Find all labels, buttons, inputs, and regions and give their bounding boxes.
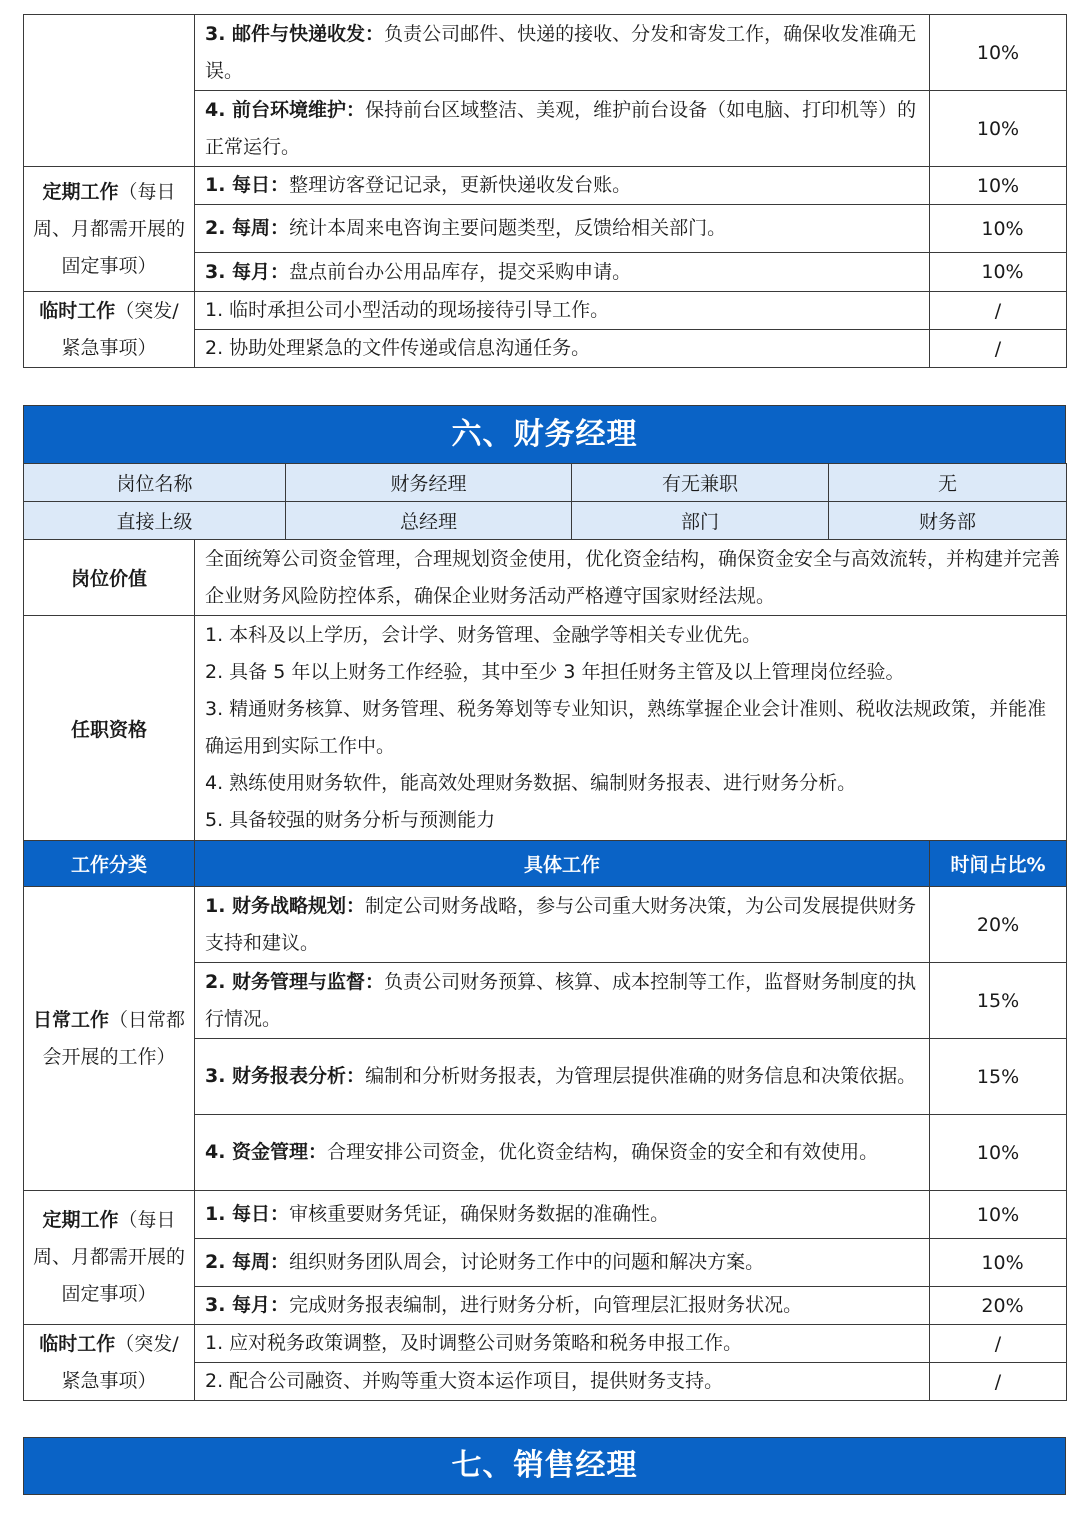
table-row — [24, 887, 1067, 963]
duty-percent: 10% — [930, 167, 1067, 205]
periodic-category-cell: 定期工作（每日周、月都需开展的固定事项） — [24, 1191, 195, 1325]
qualification-label: 任职资格 — [24, 616, 195, 841]
duty-content: 4. 前台环境维护：保持前台区域整洁、美观，维护前台设备（如电脑、打印机等）的正常运行。 — [195, 91, 930, 167]
duty-content: 2. 每周：统计本周来电咨询主要问题类型，反馈给相关部门。 — [195, 205, 930, 253]
table-row — [24, 464, 1067, 502]
duty-percent: 10% — [930, 205, 1067, 253]
duty-content: 1. 临时承担公司小型活动的现场接待引导工作。 — [195, 292, 930, 330]
info-value: 总经理 — [286, 502, 572, 540]
table-row — [24, 167, 1067, 205]
info-label: 部门 — [572, 502, 829, 540]
info-value: 财务部 — [829, 502, 1067, 540]
qualification-line: 2. 具备 5 年以上财务工作经验，其中至少 3 年担任财务主管及以上管理岗位经验。 — [205, 661, 905, 683]
qualification-text — [195, 616, 1067, 841]
table-row — [24, 1325, 1067, 1363]
duty-content: 1. 财务战略规划：制定公司财务战略，参与公司重大财务决策，为公司发展提供财务支持和建议。 — [195, 887, 930, 963]
info-label: 岗位名称 — [24, 464, 286, 502]
table-header-row — [24, 841, 1067, 887]
header-work: 具体工作 — [195, 841, 930, 887]
header-percent: 时间占比% — [930, 841, 1067, 887]
duty-percent: 15% — [930, 1039, 1067, 1115]
table-row — [24, 540, 1067, 616]
duty-content: 3. 每月：完成财务报表编制，进行财务分析，向管理层汇报财务状况。 — [195, 1287, 930, 1325]
duty-percent: 10% — [930, 15, 1067, 91]
table-row — [24, 502, 1067, 540]
section-title-sales-manager: 七、销售经理 — [23, 1437, 1066, 1495]
duty-content: 4. 资金管理：合理安排公司资金，优化资金结构，确保资金的安全和有效使用。 — [195, 1115, 930, 1191]
info-value: 无 — [829, 464, 1067, 502]
info-label: 直接上级 — [24, 502, 286, 540]
duty-content: 2. 配合公司融资、并购等重大资本运作项目，提供财务支持。 — [195, 1363, 930, 1401]
duty-content: 1. 应对税务政策调整，及时调整公司财务策略和税务申报工作。 — [195, 1325, 930, 1363]
duty-content: 2. 财务管理与监督：负责公司财务预算、核算、成本控制等工作，监督财务制度的执行情况。 — [195, 963, 930, 1039]
daily-category-cell — [24, 15, 195, 167]
duty-percent: 10% — [930, 1115, 1067, 1191]
periodic-category-cell: 定期工作（每日周、月都需开展的固定事项） — [24, 167, 195, 292]
duty-percent: 10% — [930, 1191, 1067, 1239]
position-value-text: 全面统筹公司资金管理，合理规划资金使用，优化资金结构，确保资金安全与高效流转，并构建并完善企业财务风险防控体系，确保企业财务活动严格遵守国家财经法规。 — [195, 540, 1067, 616]
duty-percent: 10% — [930, 253, 1067, 292]
qualification-line: 1. 本科及以上学历，会计学、财务管理、金融学等相关专业优先。 — [205, 624, 762, 646]
duty-percent: 20% — [930, 1287, 1067, 1325]
table-row — [24, 1191, 1067, 1239]
table-row — [24, 15, 1067, 91]
info-value: 财务经理 — [286, 464, 572, 502]
duty-percent: 10% — [930, 1239, 1067, 1287]
qualification-line: 4. 熟练使用财务软件，能高效处理财务数据、编制财务报表、进行财务分析。 — [205, 772, 857, 794]
previous-duties-table — [23, 14, 1067, 368]
table-row — [24, 292, 1067, 330]
finance-manager-table — [23, 539, 1067, 1401]
daily-category-cell: 日常工作（日常都会开展的工作） — [24, 887, 195, 1191]
duty-content: 2. 协助处理紧急的文件传递或信息沟通任务。 — [195, 330, 930, 368]
duty-content: 1. 每日：整理访客登记记录，更新快递收发台账。 — [195, 167, 930, 205]
position-value-label: 岗位价值 — [24, 540, 195, 616]
temporary-category-cell: 临时工作（突发/紧急事项） — [24, 292, 195, 368]
temporary-category-cell: 临时工作（突发/紧急事项） — [24, 1325, 195, 1401]
duty-content: 3. 邮件与快递收发：负责公司邮件、快递的接收、分发和寄发工作，确保收发准确无误。 — [195, 15, 930, 91]
section-title-finance-manager: 六、财务经理 — [23, 405, 1066, 464]
position-info-table — [23, 463, 1067, 540]
qualification-line: 5. 具备较强的财务分析与预测能力 — [205, 809, 496, 831]
table-row — [24, 616, 1067, 841]
duty-content: 2. 每周：组织财务团队周会，讨论财务工作中的问题和解决方案。 — [195, 1239, 930, 1287]
duty-content: 1. 每日：审核重要财务凭证，确保财务数据的准确性。 — [195, 1191, 930, 1239]
duty-percent: / — [930, 1325, 1067, 1363]
duty-percent: / — [930, 292, 1067, 330]
duty-content: 3. 财务报表分析：编制和分析财务报表，为管理层提供准确的财务信息和决策依据。 — [195, 1039, 930, 1115]
duty-percent: / — [930, 330, 1067, 368]
duty-percent: 20% — [930, 887, 1067, 963]
info-label: 有无兼职 — [572, 464, 829, 502]
duty-percent: 15% — [930, 963, 1067, 1039]
duty-percent: 10% — [930, 91, 1067, 167]
duty-percent: / — [930, 1363, 1067, 1401]
duty-content: 3. 每月：盘点前台办公用品库存，提交采购申请。 — [195, 253, 930, 292]
qualification-line: 3. 精通财务核算、财务管理、税务筹划等专业知识，熟练掌握企业会计准则、税收法规政策，并能准确运用到实际工作中。 — [205, 698, 1047, 757]
header-category: 工作分类 — [24, 841, 195, 887]
